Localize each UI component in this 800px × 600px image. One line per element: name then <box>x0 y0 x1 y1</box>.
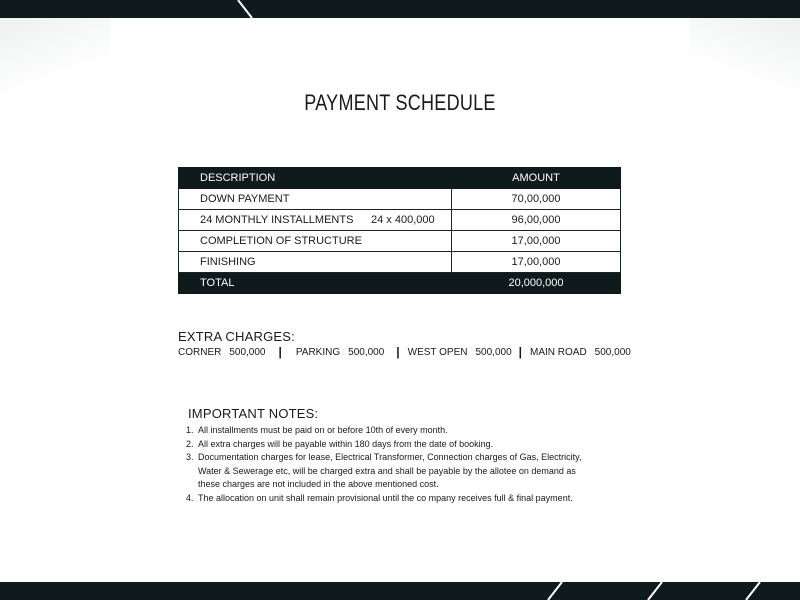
extra-charge-item <box>530 347 631 358</box>
row-description: DOWN PAYMENT <box>179 189 452 210</box>
band-diagonal-stripes <box>0 0 800 18</box>
separator: | <box>396 345 400 359</box>
row-description: FINISHING <box>179 252 452 273</box>
extra-charge-label: WEST OPEN <box>407 346 468 358</box>
table-row <box>179 252 621 273</box>
corner-shade-left <box>0 18 110 98</box>
separator: | <box>518 345 522 359</box>
extra-charges-title: EXTRA CHARGES: <box>178 329 295 344</box>
description-header: DESCRIPTION <box>179 168 452 189</box>
extra-charge-label: PARKING <box>295 346 341 358</box>
table-row <box>179 210 621 231</box>
band-diagonal-stripes <box>0 582 800 600</box>
total-amount: 20,000,000 <box>452 273 621 294</box>
extra-charges-list <box>178 345 631 359</box>
total-label: TOTAL <box>179 273 452 294</box>
list-item: 1. All installments must be paid on or before 10th of every month. <box>196 424 596 438</box>
extra-charge-label: MAIN ROAD <box>530 346 587 358</box>
extra-charge-item <box>178 347 266 358</box>
row-calculation: 24 x 400,000 <box>371 210 452 231</box>
corner-shade-right <box>690 18 800 98</box>
list-item: 2. All extra charges will be payable within 180 days from the date of booking. <box>196 438 596 452</box>
total-row <box>179 273 621 294</box>
extra-charge-item <box>296 347 384 358</box>
extra-charge-value: 500,000 <box>348 346 385 358</box>
table-header-row <box>179 168 621 189</box>
list-item: 3. Documentation charges for lease, Electrical Transformer, Connection charges of Gas, Electricity, Water & Sewerage etc, will be charged extra and shall be payable by the allotee on demand as these charges are not included in the above mentioned cost. <box>196 451 596 492</box>
row-description: 24 MONTHLY INSTALLMENTS <box>179 210 372 231</box>
extra-charge-label: CORNER <box>178 346 222 358</box>
bottom-decorative-band <box>0 582 800 600</box>
table-row <box>179 189 621 210</box>
separator: | <box>278 345 282 359</box>
row-amount: 17,00,000 <box>452 252 621 273</box>
payment-schedule-table <box>178 167 621 294</box>
row-description: COMPLETION OF STRUCTURE <box>179 231 452 252</box>
extra-charge-value: 500,000 <box>594 346 631 358</box>
list-item: 4. The allocation on unit shall remain provisional until the co mpany receives full & final payment. <box>196 492 596 506</box>
table-row <box>179 231 621 252</box>
extra-charge-item <box>408 347 512 358</box>
extra-charge-value: 500,000 <box>229 346 266 358</box>
page-title: PAYMENT SCHEDULE <box>304 90 496 115</box>
top-decorative-band <box>0 0 800 18</box>
row-amount: 70,00,000 <box>452 189 621 210</box>
important-notes-list <box>184 424 596 505</box>
row-amount: 17,00,000 <box>452 231 621 252</box>
important-notes-title: IMPORTANT NOTES: <box>188 406 319 421</box>
amount-header: AMOUNT <box>452 168 621 189</box>
row-amount: 96,00,000 <box>452 210 621 231</box>
extra-charge-value: 500,000 <box>475 346 512 358</box>
